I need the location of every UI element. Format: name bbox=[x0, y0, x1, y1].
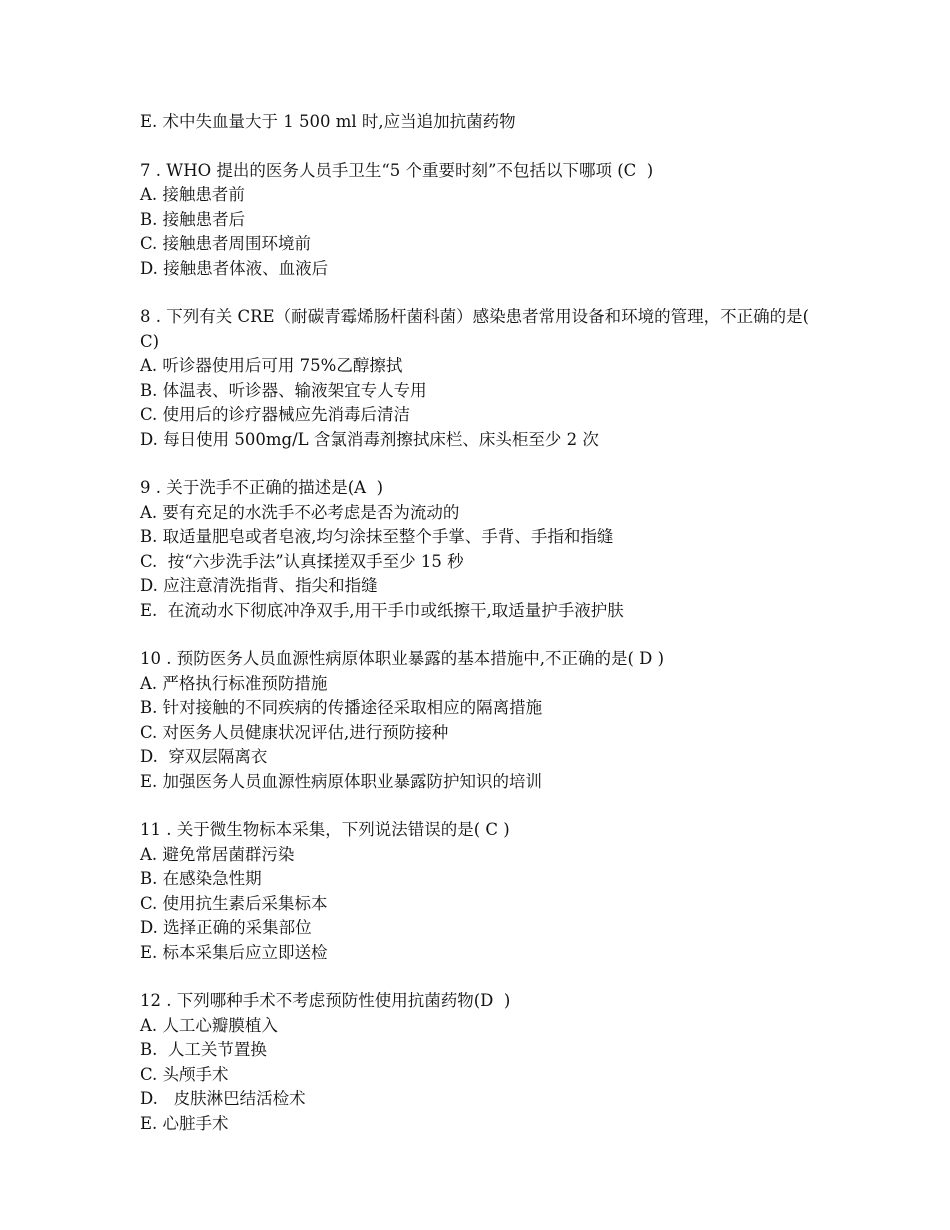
option-a: A. 避免常居菌群污染 bbox=[140, 844, 295, 864]
question-title: 11 . 关于微生物标本采集，下列说法错误的是( C ) bbox=[140, 820, 510, 839]
option-e: E. 术中失血量大于 1 500 ml 时,应当追加抗菌药物 bbox=[140, 112, 516, 131]
option-d: D. 选择正确的采集部位 bbox=[140, 918, 312, 937]
option-d: D. 每日使用 500mg/L 含氯消毒剂擦拭床栏、床头柜至少 2 次 bbox=[140, 429, 599, 449]
question-title: 12 . 下列哪种手术不考虑预防性使用抗菌药物(D ) bbox=[140, 991, 511, 1010]
question-title: 9 . 关于洗手不正确的描述是(A ) bbox=[140, 478, 384, 497]
document-page bbox=[140, 110, 820, 1136]
question-title: 10 . 预防医务人员血源性病原体职业暴露的基本措施中,不正确的是( D ) bbox=[140, 649, 665, 668]
option-e: E. 加强医务人员血源性病原体职业暴露防护知识的培训 bbox=[140, 771, 543, 791]
question-10 bbox=[140, 647, 820, 794]
option-c: C. 按“六步洗手法”认真揉搓双手至少 15 秒 bbox=[140, 551, 464, 571]
option-c: C. 使用后的诊疗器械应先消毒后清洁 bbox=[140, 405, 411, 424]
option-e: E. 标本采集后应立即送检 bbox=[140, 942, 328, 962]
option-a: A. 人工心瓣膜植入 bbox=[140, 1015, 278, 1035]
question-7 bbox=[140, 159, 820, 282]
option-d: D. 穿双层隔离衣 bbox=[140, 747, 268, 766]
question-11 bbox=[140, 818, 820, 965]
question-6-tail bbox=[140, 110, 820, 135]
option-d: D. 接触患者体液、血液后 bbox=[140, 258, 329, 278]
option-a: A. 接触患者前 bbox=[140, 185, 245, 204]
question-12 bbox=[140, 989, 820, 1136]
option-d: D. 皮肤淋巴结活检术 bbox=[140, 1089, 306, 1108]
option-b: B. 针对接触的不同疾病的传播途径采取相应的隔离措施 bbox=[140, 698, 543, 717]
option-a: A. 严格执行标准预防措施 bbox=[140, 673, 328, 693]
question-title: 8 . 下列有关 CRE（耐碳青霉烯肠杆菌科菌）感染患者常用设备和环境的管理，不正确的是( C) bbox=[140, 307, 820, 351]
option-d: D. 应注意清洗指背、指尖和指缝 bbox=[140, 576, 378, 595]
question-9 bbox=[140, 476, 820, 623]
option-c: C. 使用抗生素后采集标本 bbox=[140, 893, 328, 913]
question-title: 7 . WHO 提出的医务人员手卫生“5 个重要时刻”不包括以下哪项 (C ) bbox=[140, 160, 654, 180]
option-c: C. 对医务人员健康状况评估,进行预防接种 bbox=[140, 722, 449, 742]
question-8 bbox=[140, 305, 820, 452]
option-c: C. 头颅手术 bbox=[140, 1064, 229, 1084]
option-e: E. 在流动水下彻底冲净双手,用干手巾或纸擦干,取适量护手液护肤 bbox=[140, 600, 624, 620]
option-e: E. 心脏手术 bbox=[140, 1113, 229, 1133]
option-b: B. 取适量肥皂或者皂液,均匀涂抹至整个手掌、手背、手指和指缝 bbox=[140, 527, 614, 546]
option-b: B. 接触患者后 bbox=[140, 209, 246, 229]
option-a: A. 要有充足的水洗手不必考虑是否为流动的 bbox=[140, 502, 460, 522]
option-b: B. 在感染急性期 bbox=[140, 869, 262, 888]
option-a: A. 听诊器使用后可用 75%乙醇擦拭 bbox=[140, 356, 403, 375]
option-b: B. 人工关节置换 bbox=[140, 1040, 267, 1059]
option-c: C. 接触患者周围环境前 bbox=[140, 234, 312, 253]
option-b: B. 体温表、听诊器、输液架宜专人专用 bbox=[140, 380, 427, 400]
